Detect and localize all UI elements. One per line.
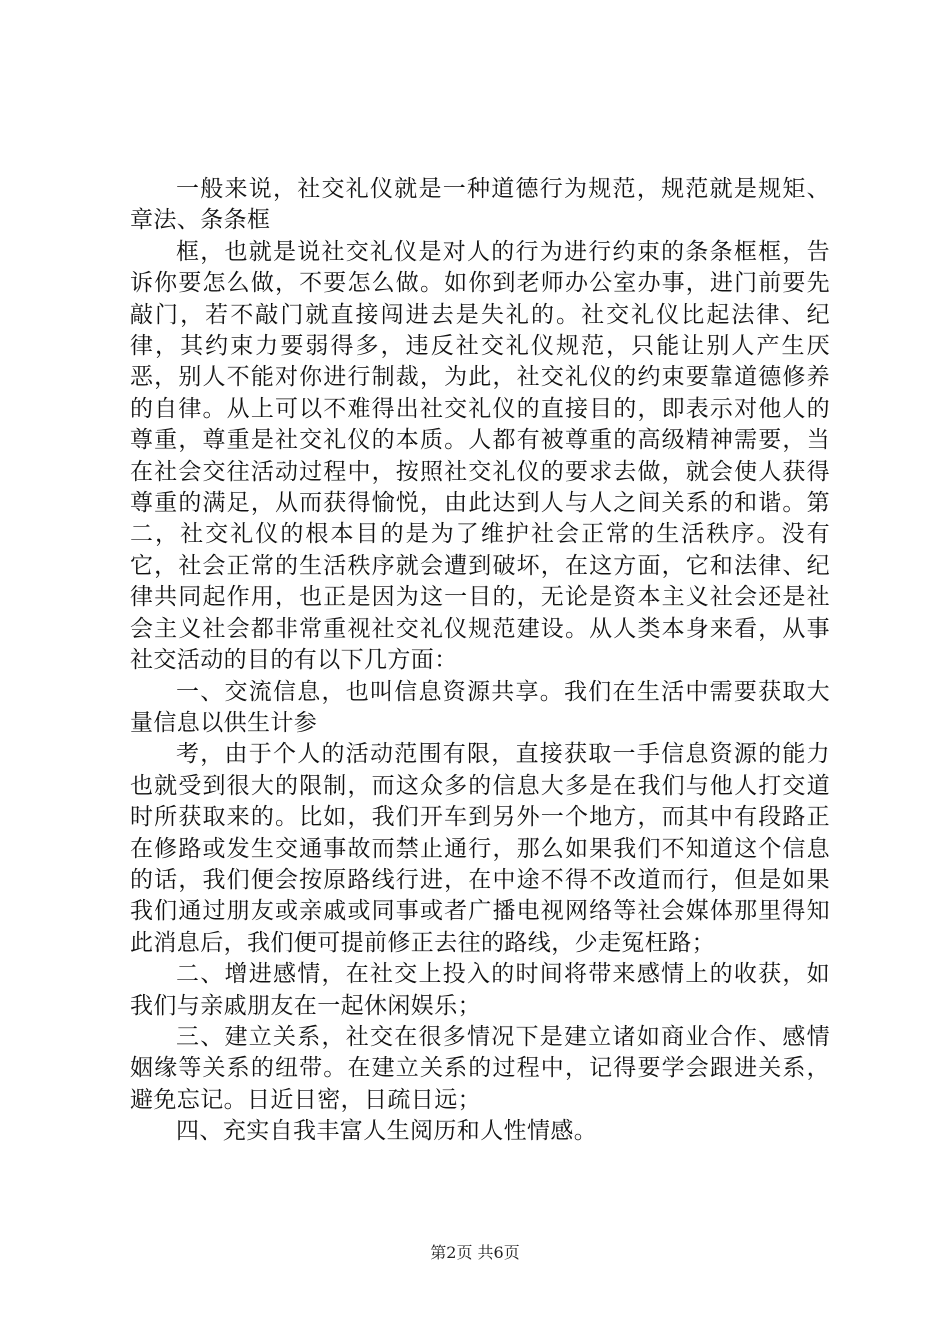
document-body bbox=[130, 174, 830, 1148]
paragraph-point-one-detail: 考，由于个人的活动范围有限，直接获取一手信息资源的能力也就受到很大的限制，而这众多的信息大多是在我们与他人打交道时所获取来的。比如，我们开车到另外一个地方，而其中有段路正在修路或发生交通事故而禁止通行，那么如果我们不知道这个信息的话，我们便会按原路线行进，在中途不得不改道而行，但是如果我们通过朋友或亲戚或同事或者广播电视网络等社会媒体那里得知此消息后，我们便可提前修正去往的路线，少走冤枉路； bbox=[130, 741, 830, 956]
paragraph-point-four: 四、充实自我丰富人生阅历和人性情感。 bbox=[176, 1118, 598, 1145]
paragraph-point-three: 三、建立关系，社交在很多情况下是建立诸如商业合作、感情姻缘等关系的纽带。在建立关系的过程中，记得要学会跟进关系，避免忘记。日近日密，日疏日远； bbox=[130, 1023, 830, 1113]
paragraph-point-one: 一、交流信息，也叫信息资源共享。我们在生活中需要获取大量信息以供生计参 bbox=[130, 678, 830, 736]
page-number-footer: 第2页 共6页 bbox=[430, 1243, 520, 1262]
paragraph-intro: 一般来说，社交礼仪就是一种道德行为规范，规范就是规矩、章法、条条框 bbox=[130, 176, 830, 234]
paragraph-point-two: 二、增进感情，在社交上投入的时间将带来感情上的收获，如我们与亲戚朋友在一起休闲娱乐； bbox=[130, 961, 830, 1019]
paragraph-etiquette-purpose: 框，也就是说社交礼仪是对人的行为进行约束的条条框框，告诉你要怎么做，不要怎么做。如你到老师办公室办事，进门前要先敲门，若不敲门就直接闯进去是失礼的。社交礼仪比起法律、纪律，其约束力要弱得多，违反社交礼仪规范，只能让别人产生厌恶，别人不能对你进行制裁，为此，社交礼仪的约束要靠道德修养的自律。从上可以不难得出社交礼仪的直接目的，即表示对他人的尊重，尊重是社交礼仪的本质。人都有被尊重的高级精神需要，当在社会交往活动过程中，按照社交礼仪的要求去做，就会使人获得尊重的满足，从而获得愉悦，由此达到人与人之间关系的和谐。第二，社交礼仪的根本目的是为了维护社会正常的生活秩序。没有它，社会正常的生活秩序就会遭到破坏，在这方面，它和法律、纪律共同起作用，也正是因为这一目的，无论是资本主义社会还是社会主义社会都非常重视社交礼仪规范建设。从人类本身来看，从事社交活动的目的有以下几方面： bbox=[130, 238, 830, 674]
